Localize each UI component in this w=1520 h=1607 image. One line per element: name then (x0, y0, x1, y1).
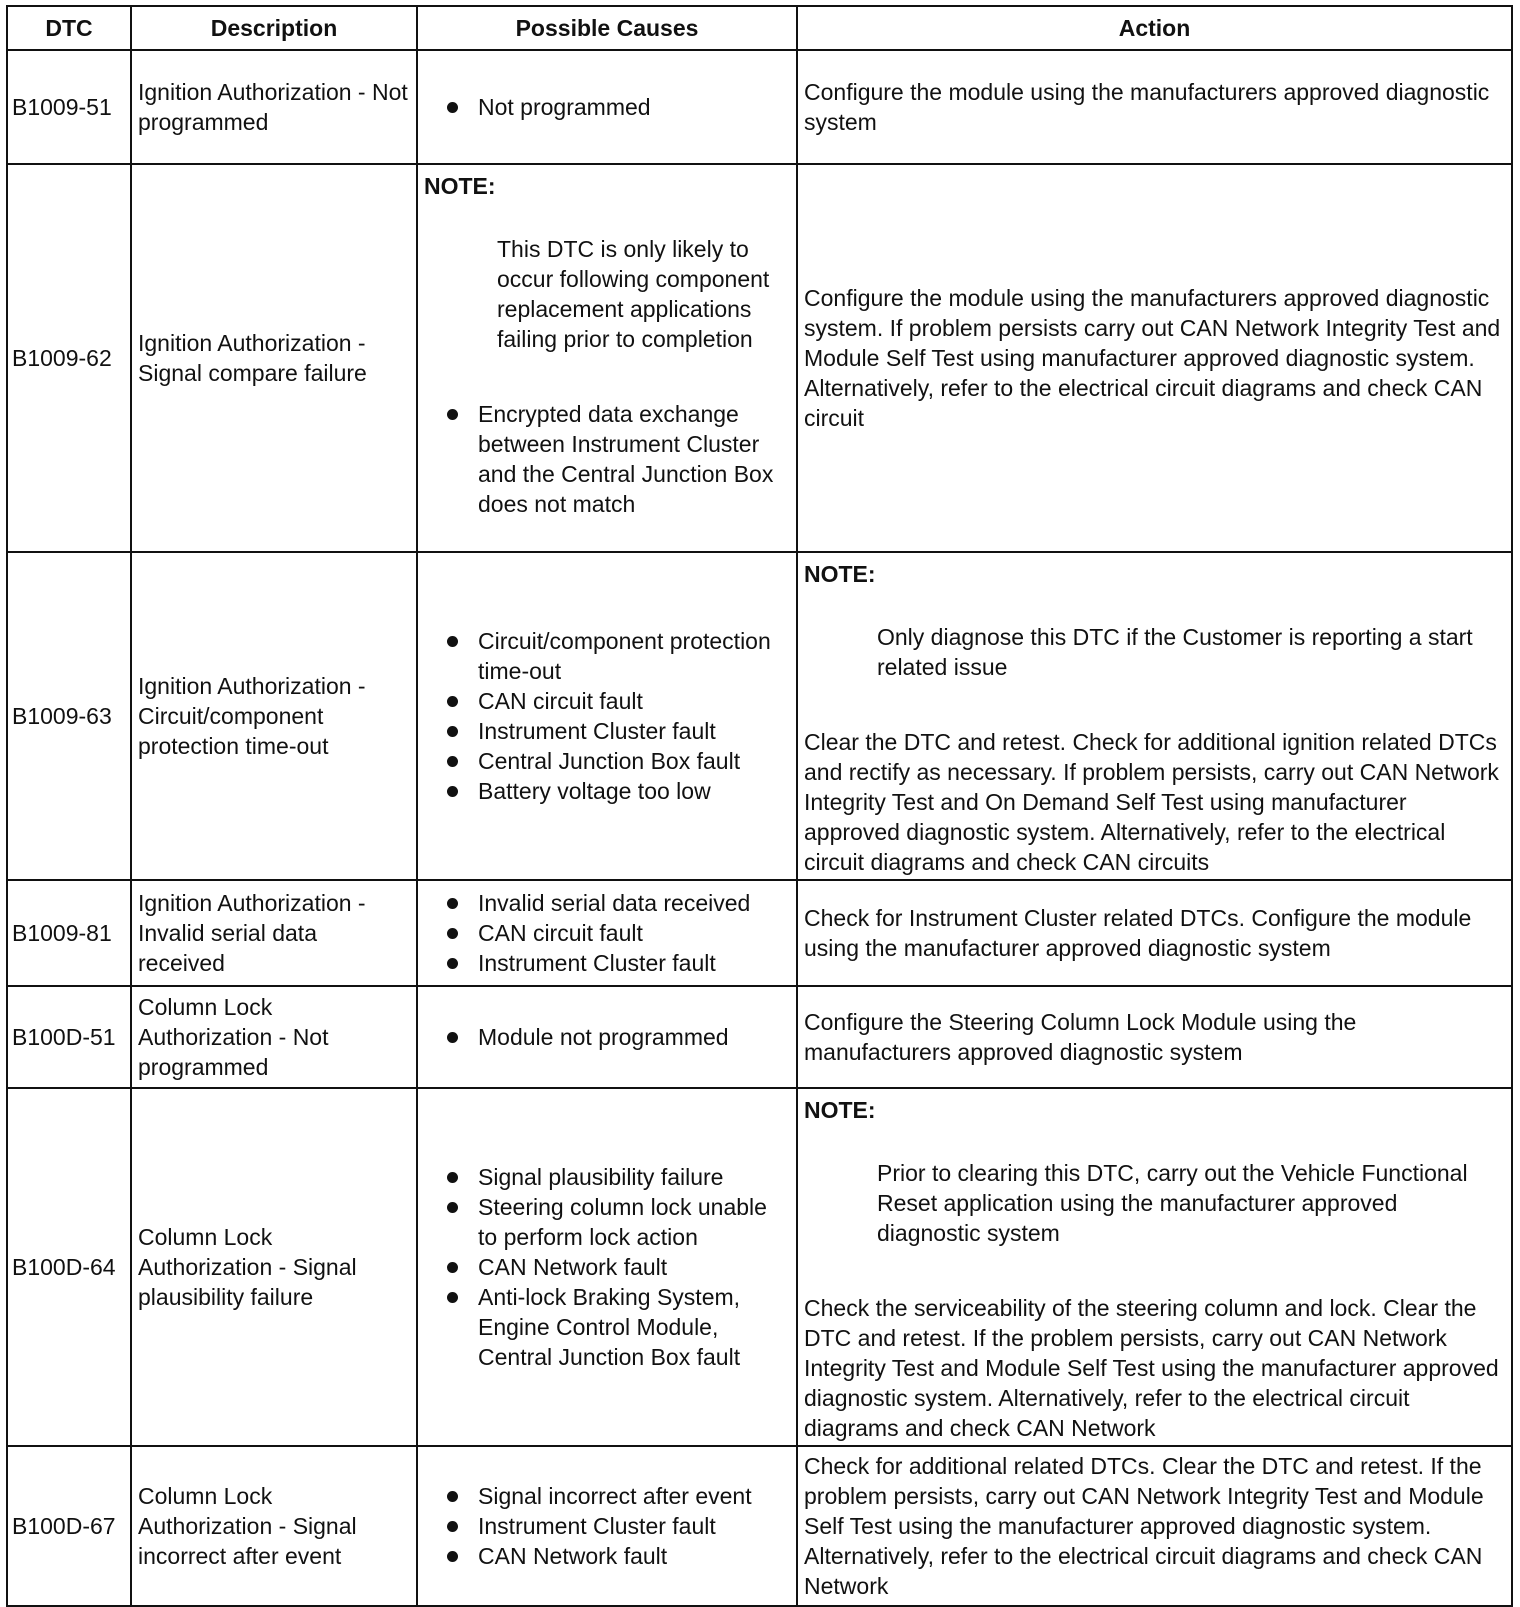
cause-item: Instrument Cluster fault (446, 716, 790, 746)
causes-note-label: NOTE: (424, 173, 496, 199)
header-dtc: DTC (7, 6, 131, 50)
action-note-label: NOTE: (804, 1097, 876, 1123)
possible-causes (417, 880, 797, 986)
possible-causes (417, 1446, 797, 1606)
action-note-label: NOTE: (804, 561, 876, 587)
header-description: Description (131, 6, 417, 50)
dtc-description: Ignition Authorization - Invalid serial data received (131, 880, 417, 986)
cause-item: CAN circuit fault (446, 686, 790, 716)
dtc-code: B1009-62 (7, 164, 131, 552)
cause-item: Encrypted data exchange between Instrument Cluster and the Central Junction Box does not match (446, 399, 790, 519)
cause-item: Signal plausibility failure (446, 1162, 790, 1192)
dtc-description: Column Lock Authorization - Signal incorrect after event (131, 1446, 417, 1606)
cause-item: Battery voltage too low (446, 776, 790, 806)
header-action: Action (797, 6, 1512, 50)
possible-causes (417, 50, 797, 164)
cause-item: Module not programmed (446, 1022, 790, 1052)
dtc-action: Configure the Steering Column Lock Module using the manufacturers approved diagnostic system (797, 986, 1512, 1088)
table-row (7, 552, 1512, 880)
table-row (7, 164, 1512, 552)
possible-causes (417, 1088, 797, 1446)
dtc-action: Configure the module using the manufacturers approved diagnostic system (797, 50, 1512, 164)
dtc-action (797, 1088, 1512, 1446)
dtc-code: B1009-51 (7, 50, 131, 164)
cause-item: Not programmed (446, 92, 790, 122)
table-row (7, 50, 1512, 164)
possible-causes (417, 986, 797, 1088)
cause-item: CAN circuit fault (446, 918, 790, 948)
action-note-text: Prior to clearing this DTC, carry out the Vehicle Functional Reset application using the manufacturer approved diagnostic system (877, 1160, 1468, 1246)
action-text: Check the serviceability of the steering column and lock. Clear the DTC and retest. If the problem persists, carry out CAN Network Integrity Test and Module Self Test using the manufacturer approved diagnostic system. Alternatively, refer to the electrical circuit diagrams and check CAN Network (804, 1295, 1499, 1441)
header-possible-causes: Possible Causes (417, 6, 797, 50)
dtc-action (797, 552, 1512, 880)
dtc-code: B1009-81 (7, 880, 131, 986)
cause-item: Central Junction Box fault (446, 746, 790, 776)
cause-item: Invalid serial data received (446, 888, 790, 918)
dtc-description: Column Lock Authorization - Signal plausibility failure (131, 1088, 417, 1446)
action-text: Clear the DTC and retest. Check for additional ignition related DTCs and rectify as necessary. If problem persists, carry out CAN Network Integrity Test and On Demand Self Test using manufacturer approved diagnostic system. Alternatively, refer to the electrical circuit diagrams and check CAN circuits (804, 729, 1499, 875)
cause-item: Steering column lock unable to perform lock action (446, 1192, 790, 1252)
dtc-code: B100D-51 (7, 986, 131, 1088)
possible-causes (417, 552, 797, 880)
header-row (7, 6, 1512, 50)
cause-item: Instrument Cluster fault (446, 1511, 790, 1541)
dtc-action: Check for additional related DTCs. Clear the DTC and retest. If the problem persists, carry out CAN Network Integrity Test and Module Self Test using the manufacturer approved diagnostic system. Alternatively, refer to the electrical circuit diagrams and check CAN Network (797, 1446, 1512, 1606)
dtc-description: Ignition Authorization - Circuit/component protection time-out (131, 552, 417, 880)
dtc-action: Configure the module using the manufacturers approved diagnostic system. If problem persists carry out CAN Network Integrity Test and Module Self Test using manufacturer approved diagnostic system. Alternatively, refer to the electrical circuit diagrams and check CAN circuit (797, 164, 1512, 552)
dtc-code: B1009-63 (7, 552, 131, 880)
action-note-text: Only diagnose this DTC if the Customer is reporting a start related issue (877, 624, 1473, 680)
dtc-code: B100D-64 (7, 1088, 131, 1446)
dtc-code: B100D-67 (7, 1446, 131, 1606)
dtc-description: Ignition Authorization - Not programmed (131, 50, 417, 164)
cause-item: Instrument Cluster fault (446, 948, 790, 978)
table-row (7, 1088, 1512, 1446)
dtc-description: Column Lock Authorization - Not programmed (131, 986, 417, 1088)
dtc-table (6, 5, 1513, 1607)
dtc-action: Check for Instrument Cluster related DTCs. Configure the module using the manufacturer approved diagnostic system (797, 880, 1512, 986)
table-row (7, 880, 1512, 986)
table-row (7, 986, 1512, 1088)
cause-item: Circuit/component protection time-out (446, 626, 790, 686)
possible-causes (417, 164, 797, 552)
cause-item: CAN Network fault (446, 1252, 790, 1282)
causes-note-text: This DTC is only likely to occur following component replacement applications failing prior to completion (497, 236, 770, 352)
cause-item: CAN Network fault (446, 1541, 790, 1571)
cause-item: Signal incorrect after event (446, 1481, 790, 1511)
table-row (7, 1446, 1512, 1606)
cause-item: Anti-lock Braking System, Engine Control Module, Central Junction Box fault (446, 1282, 790, 1372)
dtc-description: Ignition Authorization - Signal compare failure (131, 164, 417, 552)
